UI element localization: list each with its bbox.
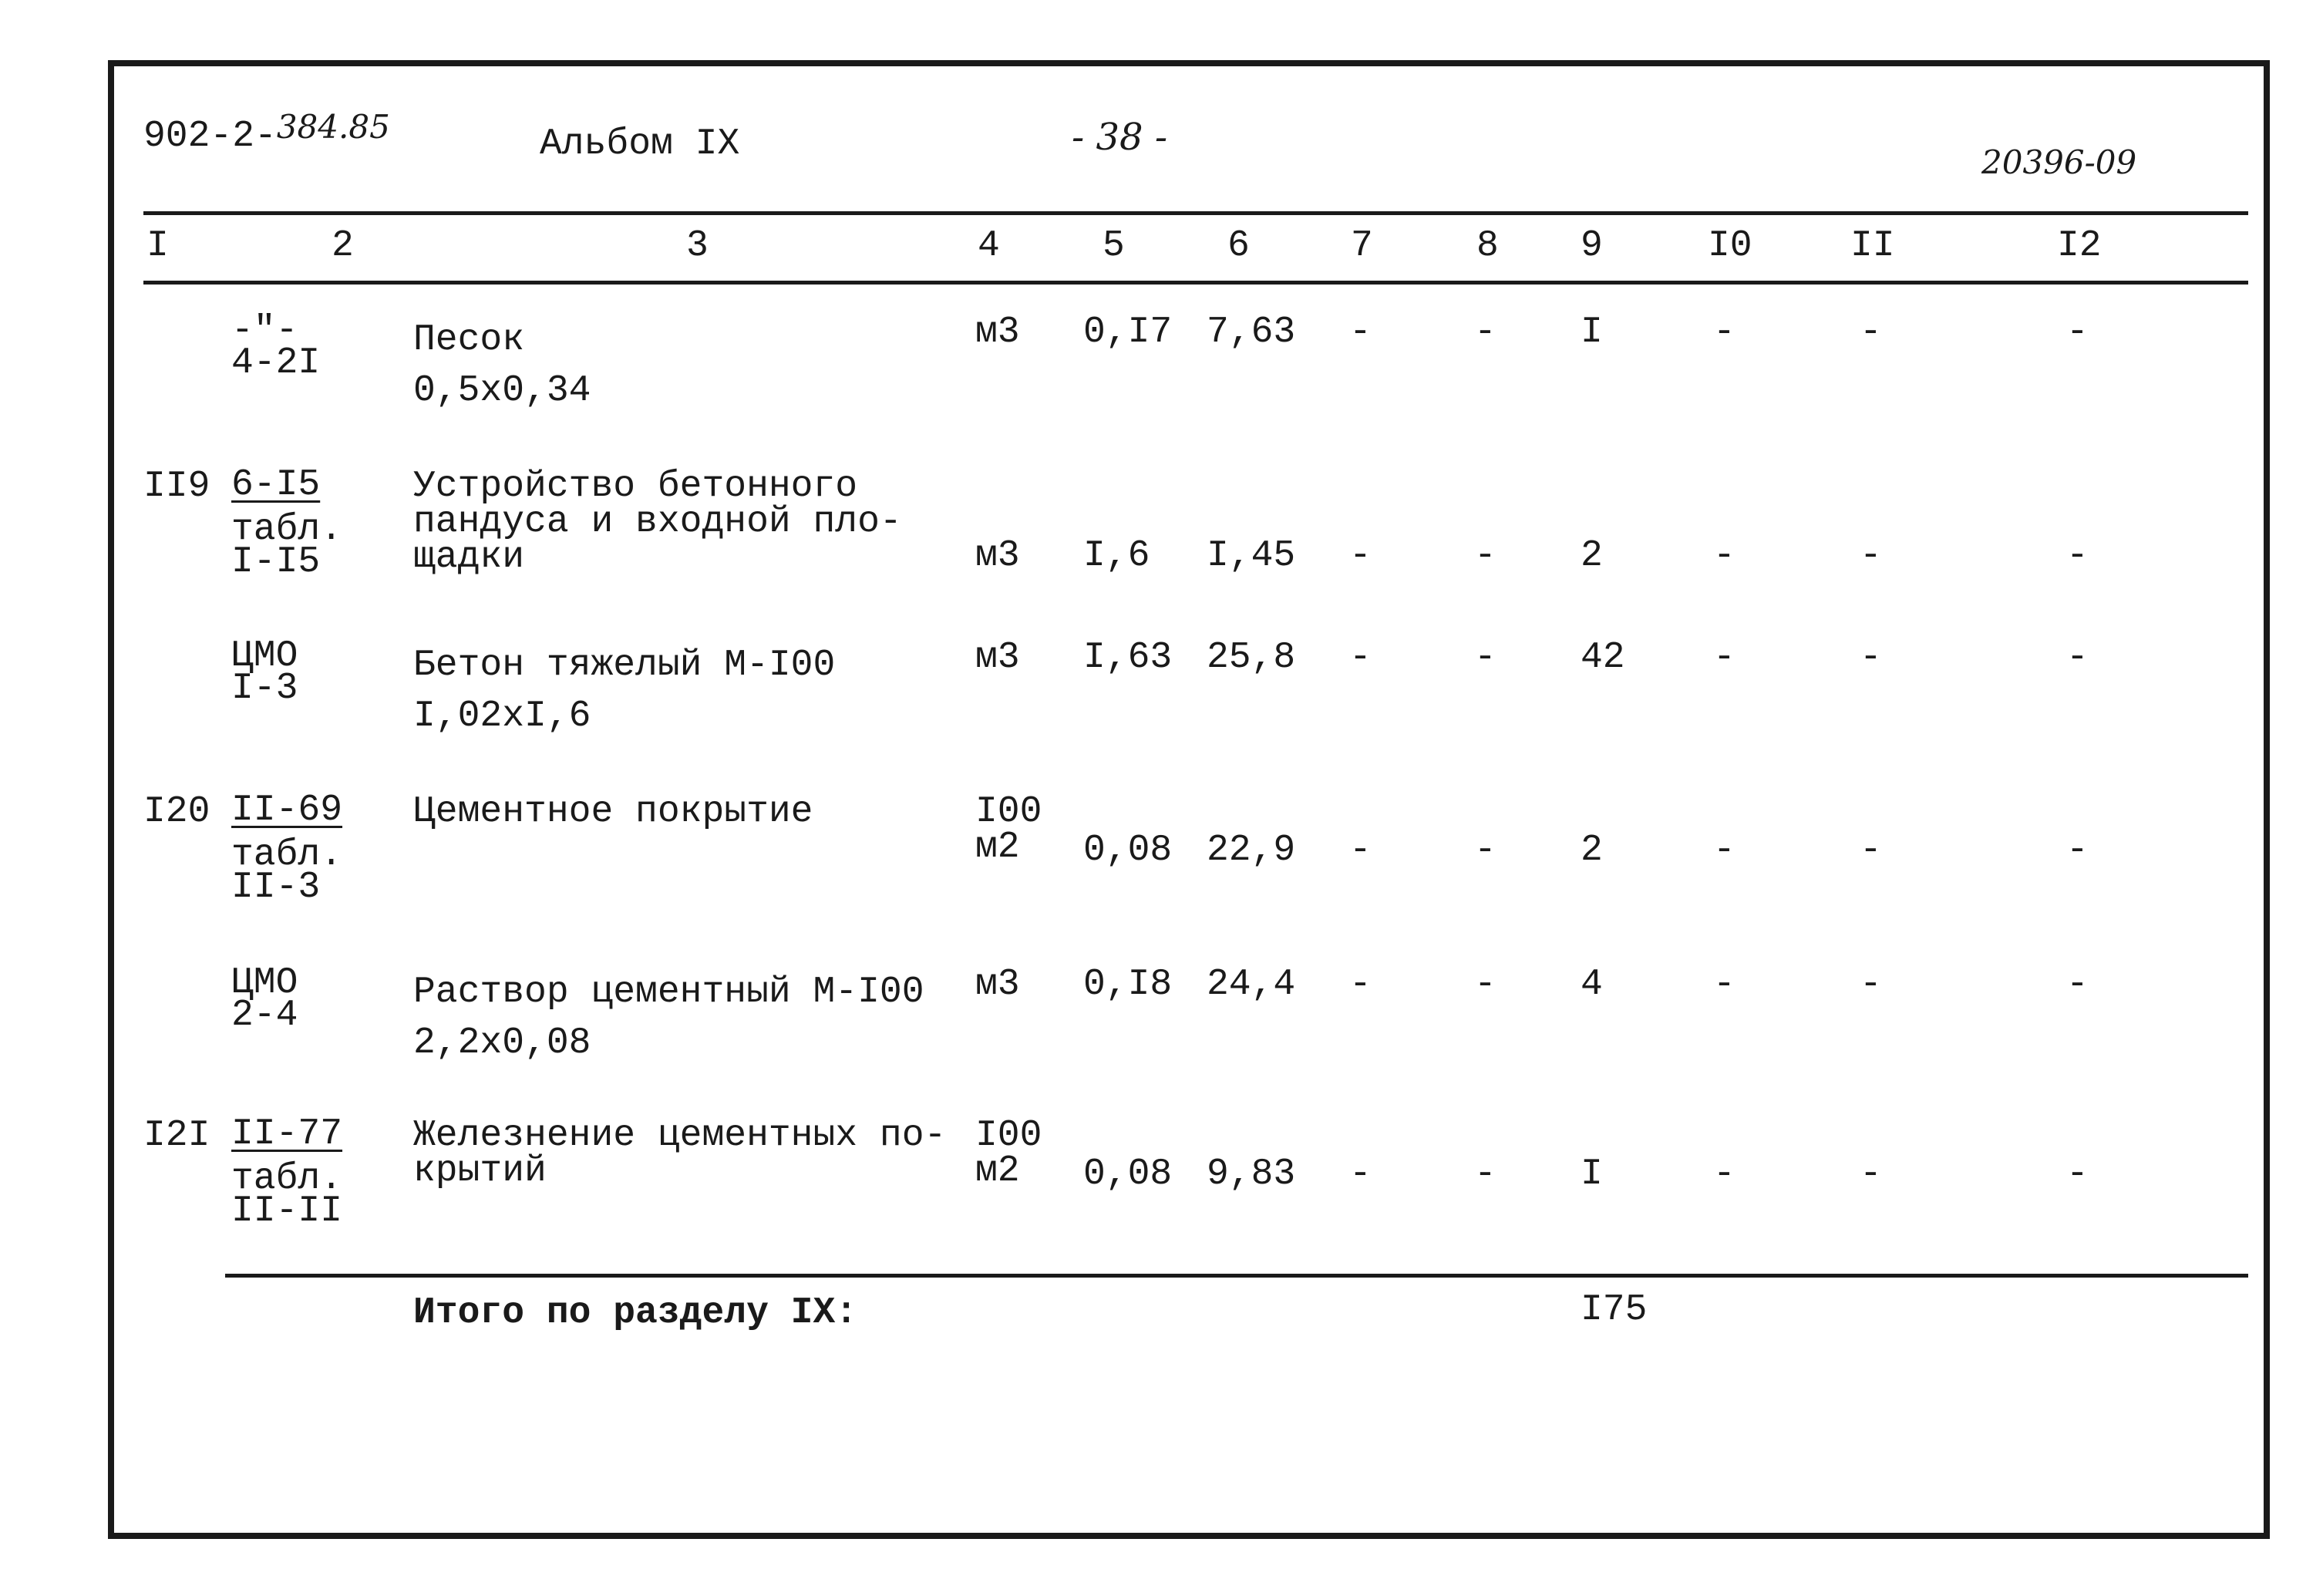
work-name-line: 0,5x0,34 — [413, 370, 591, 412]
unit-line: м2 — [975, 827, 1020, 868]
value-col-8: - — [1474, 535, 1496, 577]
norm-reference-line: ЦМО — [231, 635, 298, 677]
norm-reference-line: I-I5 — [231, 541, 321, 583]
value-col-8: - — [1474, 311, 1496, 353]
unit — [975, 311, 1020, 353]
unit-line: м3 — [975, 964, 1020, 1005]
unit-line: I00 — [975, 1115, 1042, 1157]
value-col-11: - — [1860, 830, 1882, 871]
unit — [975, 637, 1020, 678]
value-col-6: 9,83 — [1207, 1153, 1296, 1195]
norm-reference-line: 4-2I — [231, 342, 321, 384]
value-col-10: - — [1713, 637, 1736, 678]
value-col-11: - — [1860, 535, 1882, 577]
row-number: I20 — [143, 791, 210, 833]
value-col-6: 7,63 — [1207, 311, 1296, 353]
total-value: I75 — [1581, 1289, 1648, 1331]
value-col-5: 0,08 — [1083, 830, 1173, 871]
value-col-12: - — [2066, 535, 2089, 577]
norm-reference-line: 2-4 — [231, 995, 298, 1036]
work-name-line: щадки — [413, 537, 525, 578]
value-col-11: - — [1860, 637, 1882, 678]
column-header-8: 8 — [1476, 225, 1499, 267]
work-name-line: крытий — [413, 1150, 547, 1192]
column-header-1: I — [146, 225, 169, 267]
norm-reference-line: II-77 — [231, 1113, 343, 1155]
value-col-7: - — [1349, 637, 1372, 678]
value-col-6: 24,4 — [1207, 964, 1296, 1005]
unit-line: м3 — [975, 311, 1020, 353]
norm-reference-line: ЦМО — [231, 962, 298, 1004]
work-name — [413, 640, 835, 742]
value-col-7: - — [1349, 311, 1372, 353]
column-header-9: 9 — [1581, 225, 1603, 267]
work-name-line: 2,2x0,08 — [413, 1022, 591, 1064]
header-top-rule — [143, 211, 2248, 215]
value-col-9: 4 — [1581, 964, 1603, 1005]
value-col-9: 42 — [1581, 637, 1625, 678]
column-header-10: I0 — [1708, 225, 1752, 267]
norm-reference-line: I-3 — [231, 668, 298, 709]
value-col-7: - — [1349, 964, 1372, 1005]
norm-reference — [231, 1113, 343, 1232]
value-col-9: I — [1581, 311, 1603, 353]
value-col-12: - — [2066, 830, 2089, 871]
value-col-7: - — [1349, 1153, 1372, 1195]
value-col-12: - — [2066, 1153, 2089, 1195]
page-number: - 38 - — [1072, 116, 1168, 159]
unit — [975, 791, 1042, 868]
value-col-10: - — [1713, 535, 1736, 577]
unit — [975, 964, 1020, 1005]
norm-reference-line: табл. — [231, 834, 343, 876]
value-col-11: - — [1860, 311, 1882, 353]
value-col-6: 25,8 — [1207, 637, 1296, 678]
value-col-12: - — [2066, 311, 2089, 353]
value-col-8: - — [1474, 964, 1496, 1005]
column-header-4: 4 — [978, 225, 1000, 267]
archive-number: 20396-09 — [1981, 143, 2137, 181]
value-col-10: - — [1713, 830, 1736, 871]
work-name — [413, 466, 902, 578]
norm-reference — [231, 962, 298, 1036]
value-col-10: - — [1713, 311, 1736, 353]
column-header-3: 3 — [686, 225, 709, 267]
doc-code-printed: 902-2- — [143, 116, 277, 157]
norm-reference-line: II-69 — [231, 790, 343, 831]
value-col-9: I — [1581, 1153, 1603, 1195]
value-col-5: I,63 — [1083, 637, 1173, 678]
value-col-6: I,45 — [1207, 535, 1296, 577]
total-rule — [225, 1274, 2248, 1278]
work-name-line: Устройство бетонного — [413, 466, 858, 507]
work-name-line: Цементное покрытие — [413, 791, 813, 833]
norm-reference — [231, 635, 298, 709]
work-name — [413, 1115, 947, 1192]
norm-reference-line: -"- — [231, 310, 298, 352]
column-header-12: I2 — [2057, 225, 2102, 267]
unit — [975, 1115, 1042, 1192]
work-name-line: I,02xI,6 — [413, 695, 591, 737]
value-col-10: - — [1713, 1153, 1736, 1195]
unit-line: м2 — [975, 1150, 1020, 1192]
value-col-12: - — [2066, 964, 2089, 1005]
value-col-7: - — [1349, 830, 1372, 871]
row-number: I2I — [143, 1115, 210, 1157]
value-col-11: - — [1860, 964, 1882, 1005]
value-col-5: 0,I8 — [1083, 964, 1173, 1005]
work-name-line: Бетон тяжелый М-I00 — [413, 645, 836, 686]
column-header-11: II — [1850, 225, 1895, 267]
value-col-5: I,6 — [1083, 535, 1150, 577]
value-col-12: - — [2066, 637, 2089, 678]
row-number: II9 — [143, 466, 210, 507]
value-col-6: 22,9 — [1207, 830, 1296, 871]
value-col-5: 0,08 — [1083, 1153, 1173, 1195]
value-col-8: - — [1474, 1153, 1496, 1195]
value-col-10: - — [1713, 964, 1736, 1005]
value-col-8: - — [1474, 830, 1496, 871]
norm-reference-line: 6-I5 — [231, 464, 321, 506]
value-col-7: - — [1349, 535, 1372, 577]
album-label: Альбом IX — [540, 123, 740, 165]
norm-reference-line: табл. — [231, 1158, 343, 1200]
value-col-8: - — [1474, 637, 1496, 678]
doc-code-handwritten: 384.85 — [276, 108, 390, 146]
unit-line: м3 — [975, 637, 1020, 678]
unit-line: м3 — [975, 535, 1020, 577]
value-col-5: 0,I7 — [1083, 311, 1173, 353]
doc-code — [143, 108, 390, 157]
column-header-2: 2 — [332, 225, 354, 267]
norm-reference-line: II-3 — [231, 867, 321, 908]
work-name-line: пандуса и входной пло- — [413, 501, 902, 543]
column-header-5: 5 — [1103, 225, 1125, 267]
norm-reference — [231, 464, 343, 583]
value-col-11: - — [1860, 1153, 1882, 1195]
value-col-9: 2 — [1581, 535, 1603, 577]
norm-reference-line: табл. — [231, 509, 343, 551]
value-col-9: 2 — [1581, 830, 1603, 871]
work-name — [413, 315, 591, 416]
work-name — [413, 791, 813, 833]
column-header-6: 6 — [1227, 225, 1250, 267]
work-name-line: Железнение цементных по- — [413, 1115, 947, 1157]
unit — [975, 535, 1020, 577]
header-bottom-rule — [143, 281, 2248, 285]
norm-reference — [231, 790, 343, 908]
column-header-7: 7 — [1351, 225, 1373, 267]
work-name-line: Раствор цементный М-I00 — [413, 971, 924, 1013]
unit-line: I00 — [975, 791, 1042, 833]
total-label: Итого по разделу IX: — [413, 1292, 858, 1334]
norm-reference — [231, 310, 321, 384]
work-name-line: Песок — [413, 319, 525, 361]
work-name — [413, 967, 924, 1069]
norm-reference-line: II-II — [231, 1190, 343, 1232]
